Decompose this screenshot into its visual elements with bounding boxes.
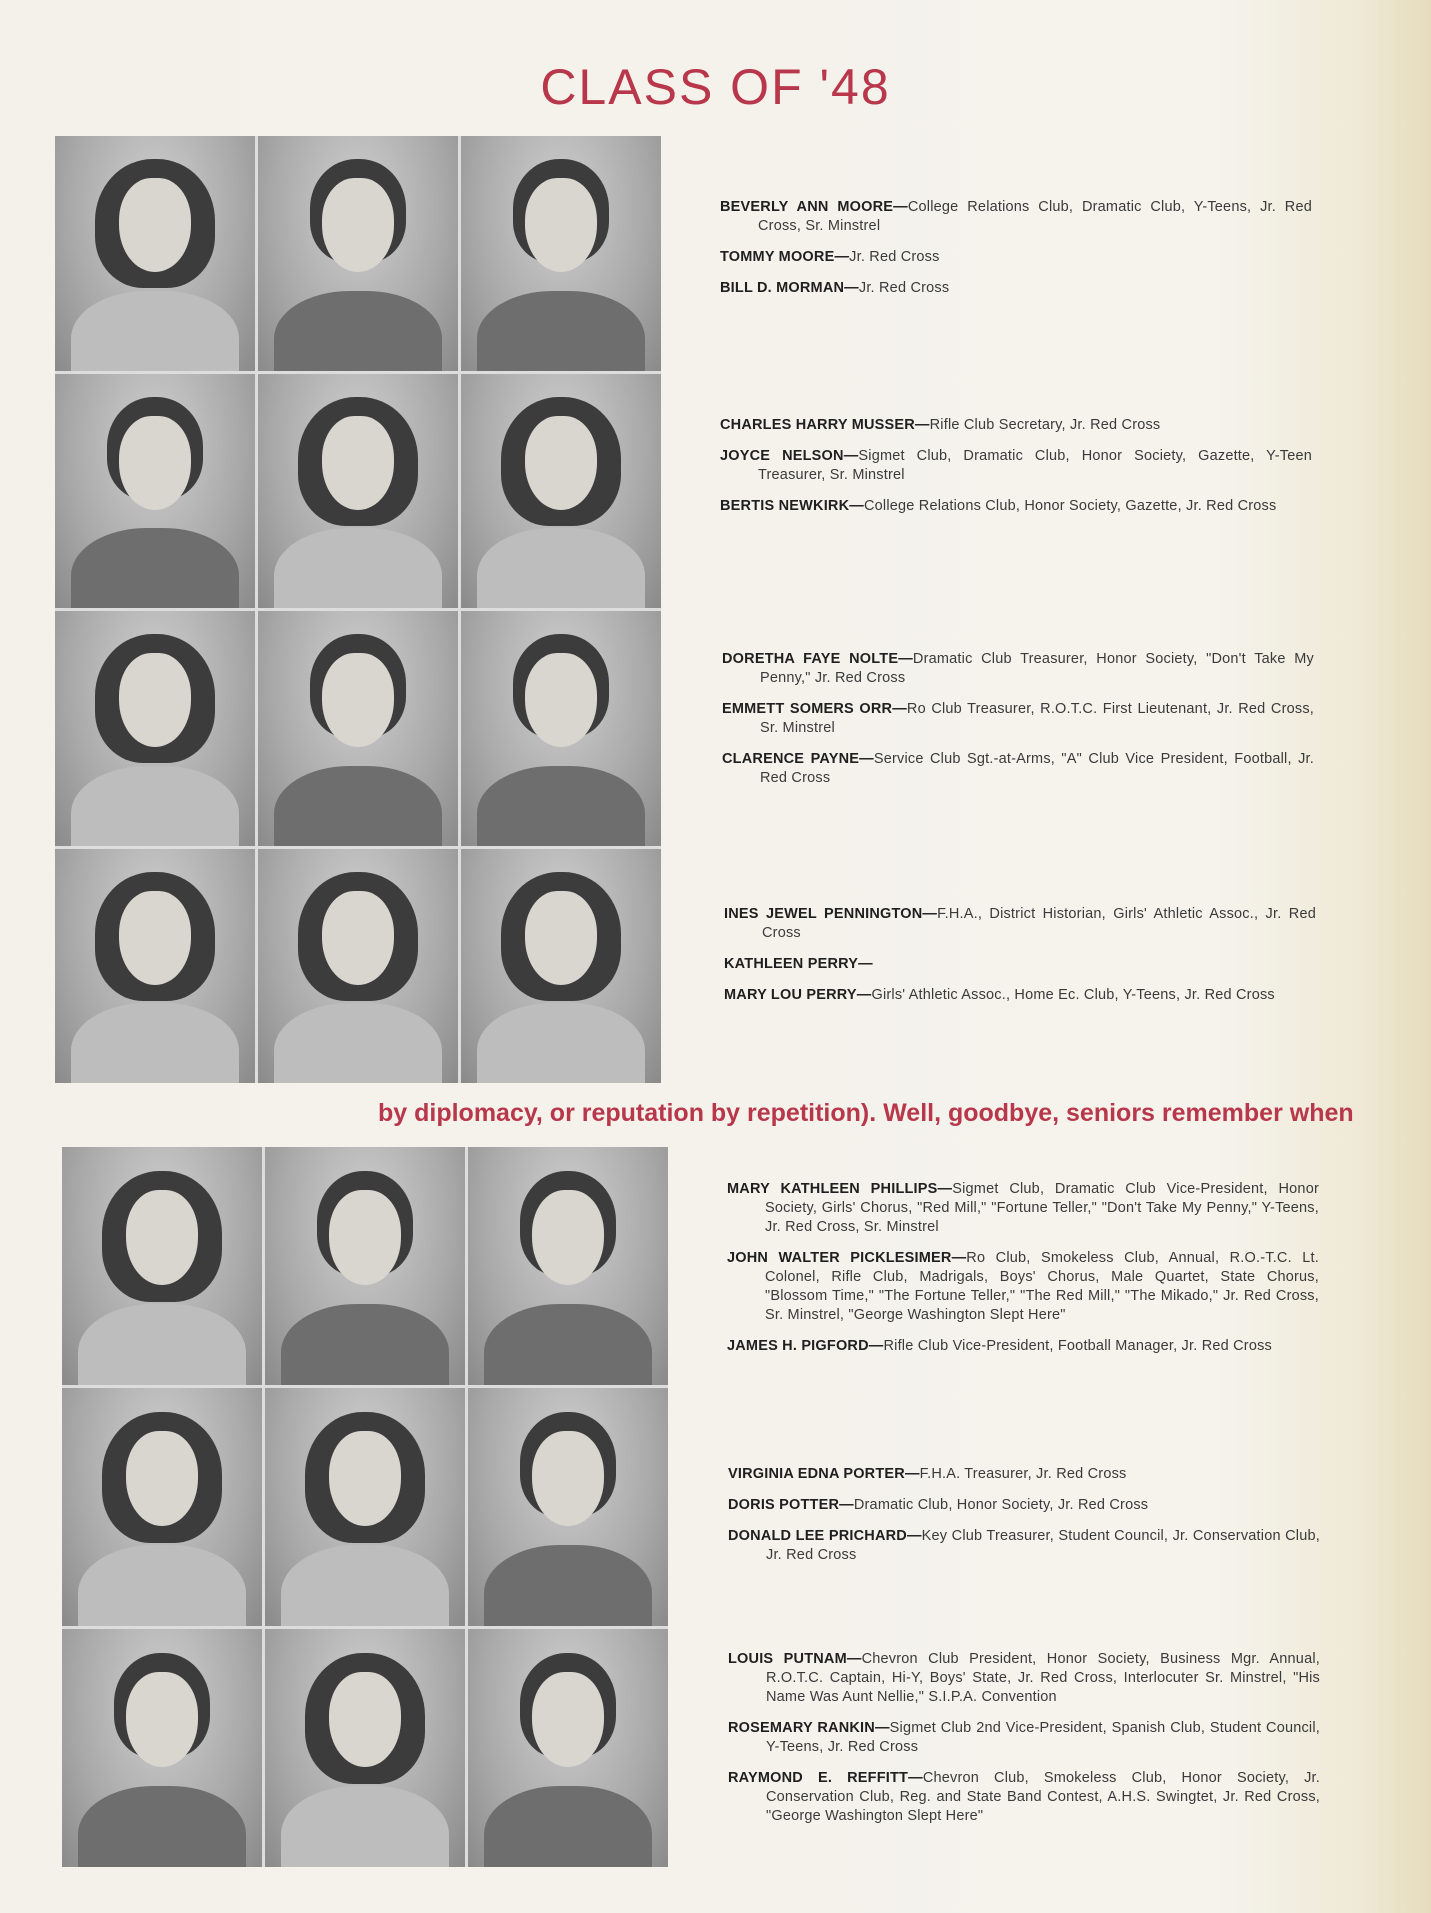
senior-activities: Chevron Club, Smokeless Club, Honor Society, Jr. Conservation Club, Reg. and State Band Contest, A.H.S. Swingtet, Jr. Red Cross, "George Washington Slept Here" (766, 1770, 1320, 1824)
portrait-face (532, 1672, 604, 1767)
portrait-face (532, 1190, 604, 1285)
senior-entry (722, 750, 1314, 788)
running-banner-text: by diplomacy, or reputation by repetition). Well, goodbye, seniors remember when (378, 1099, 1354, 1127)
senior-activities: F.H.A., District Historian, Girls' Athletic Assoc., Jr. Red Cross (762, 906, 1316, 941)
senior-name: RAYMOND E. REFFITT— (728, 1770, 923, 1786)
senior-name: EMMETT SOMERS ORR— (722, 701, 907, 717)
portrait-shoulders (78, 1786, 246, 1867)
senior-activities: Chevron Club President, Honor Society, Business Mgr. Annual, R.O.T.C. Captain, Hi-Y, Boys' State, Jr. Red Cross, Interlocuter Sr. Minstrel, "His Name Was Aunt Nellie," S.I.P.A. Convention (766, 1651, 1320, 1705)
portrait-face (525, 416, 597, 510)
senior-name: CLARENCE PAYNE— (722, 751, 874, 767)
senior-name: JAMES H. PIGFORD— (727, 1338, 884, 1354)
senior-activities: Girls' Athletic Assoc., Home Ec. Club, Y-Teens, Jr. Red Cross (871, 987, 1275, 1003)
senior-entry (728, 1650, 1320, 1707)
senior-activities: College Relations Club, Honor Society, Gazette, Jr. Red Cross (863, 498, 1277, 514)
senior-name: BEVERLY ANN MOORE— (720, 199, 908, 215)
senior-name: LOUIS PUTNAM— (728, 1651, 862, 1667)
portrait-shoulders (71, 766, 239, 846)
portrait-shoulders (477, 1003, 645, 1083)
caption-group-6 (728, 1465, 1320, 1577)
senior-entry (728, 1719, 1320, 1757)
senior-activities: College Relations Club, Dramatic Club, Y-Teens, Jr. Red Cross, Sr. Minstrel (758, 199, 1312, 234)
senior-name: BERTIS NEWKIRK— (720, 498, 864, 514)
senior-activities: Rifle Club Vice-President, Football Manager, Jr. Red Cross (883, 1338, 1272, 1354)
senior-activities: Sigmet Club 2nd Vice-President, Spanish Club, Student Council, Y-Teens, Jr. Red Cross (766, 1720, 1321, 1755)
senior-entry (724, 905, 1316, 943)
senior-activities: Dramatic Club Treasurer, Honor Society, "Don't Take My Penny," Jr. Red Cross (760, 651, 1314, 686)
portrait-face (119, 416, 191, 510)
senior-entry (720, 279, 1312, 298)
senior-name: DONALD LEE PRICHARD— (728, 1528, 922, 1544)
caption-group-4 (724, 905, 1316, 1017)
portrait-photo (265, 1147, 465, 1385)
caption-group-3 (722, 650, 1314, 800)
senior-name: CHARLES HARRY MUSSER— (720, 417, 930, 433)
portrait-shoulders (71, 291, 239, 371)
portrait-photo (55, 374, 255, 609)
page-title: CLASS OF '48 (540, 59, 891, 115)
senior-entry (722, 650, 1314, 688)
portrait-photo (258, 374, 458, 609)
portrait-photo (62, 1388, 262, 1626)
senior-entry (728, 1769, 1320, 1826)
portrait-shoulders (274, 291, 442, 371)
senior-name: VIRGINIA EDNA PORTER— (728, 1466, 920, 1482)
senior-name: INES JEWEL PENNINGTON— (724, 906, 938, 922)
portrait-face (119, 653, 191, 747)
portrait-face (119, 178, 191, 272)
portrait-face (329, 1672, 401, 1767)
portrait-photo (258, 611, 458, 846)
portrait-photo (265, 1388, 465, 1626)
bottom-portrait-grid (62, 1147, 668, 1867)
senior-name: ROSEMARY RANKIN— (728, 1720, 890, 1736)
senior-name: JOHN WALTER PICKLESIMER— (727, 1250, 967, 1266)
portrait-face (525, 891, 597, 985)
senior-entry (720, 447, 1312, 485)
senior-entry (728, 1527, 1320, 1565)
senior-activities: Dramatic Club, Honor Society, Jr. Red Cross (853, 1497, 1149, 1513)
caption-group-5 (727, 1180, 1319, 1368)
portrait-shoulders (281, 1304, 449, 1385)
senior-activities: Key Club Treasurer, Student Council, Jr. Conservation Club, Jr. Red Cross (766, 1528, 1320, 1563)
senior-entry (724, 986, 1316, 1005)
senior-name: DORIS POTTER— (728, 1497, 854, 1513)
senior-name: MARY LOU PERRY— (724, 987, 872, 1003)
senior-activities: Sigmet Club, Dramatic Club, Honor Society, Gazette, Y-Teen Treasurer, Sr. Minstrel (758, 448, 1312, 483)
portrait-shoulders (281, 1545, 449, 1626)
senior-activities: Ro Club Treasurer, R.O.T.C. First Lieutenant, Jr. Red Cross, Sr. Minstrel (760, 701, 1315, 736)
senior-entry (720, 416, 1312, 435)
senior-activities: Sigmet Club, Dramatic Club Vice-President, Honor Society, Girls' Chorus, "Red Mill," "Fortune Teller," "Don't Take My Penny," Y-Teens, Jr. Red Cross, Sr. Minstrel (765, 1181, 1319, 1235)
portrait-photo (461, 611, 661, 846)
top-portrait-grid (55, 136, 661, 1083)
senior-entry (727, 1337, 1319, 1356)
portrait-shoulders (78, 1545, 246, 1626)
portrait-face (525, 178, 597, 272)
senior-entry (720, 198, 1312, 236)
portrait-shoulders (484, 1304, 652, 1385)
portrait-shoulders (477, 528, 645, 608)
senior-name: KATHLEEN PERRY— (724, 956, 873, 972)
portrait-shoulders (484, 1786, 652, 1867)
portrait-photo (258, 136, 458, 371)
portrait-photo (55, 849, 255, 1084)
portrait-face (119, 891, 191, 985)
portrait-face (322, 891, 394, 985)
portrait-shoulders (71, 528, 239, 608)
portrait-shoulders (274, 766, 442, 846)
portrait-photo (55, 136, 255, 371)
portrait-shoulders (78, 1304, 246, 1385)
portrait-face (329, 1431, 401, 1526)
portrait-face (322, 416, 394, 510)
portrait-shoulders (274, 1003, 442, 1083)
senior-entry (724, 955, 1316, 974)
portrait-face (126, 1431, 198, 1526)
portrait-face (322, 178, 394, 272)
senior-name: DORETHA FAYE NOLTE— (722, 651, 913, 667)
senior-name: TOMMY MOORE— (720, 249, 850, 265)
portrait-shoulders (281, 1786, 449, 1867)
caption-group-7 (728, 1650, 1320, 1838)
senior-activities: Jr. Red Cross (849, 249, 940, 265)
senior-activities: Ro Club, Smokeless Club, Annual, R.O.-T.C. Lt. Colonel, Rifle Club, Madrigals, Boys' Chorus, Male Quartet, State Chorus, "Blossom Time," "The Fortune Teller," "The Red Mill," "The Mikado," Jr. Red Cross, Sr. Minstrel, "George Washington Slept Here" (765, 1250, 1319, 1323)
portrait-face (126, 1672, 198, 1767)
portrait-photo (62, 1629, 262, 1867)
senior-activities: Service Club Sgt.-at-Arms, "A" Club Vice President, Football, Jr. Red Cross (760, 751, 1314, 786)
portrait-photo (265, 1629, 465, 1867)
portrait-photo (468, 1147, 668, 1385)
portrait-photo (62, 1147, 262, 1385)
senior-entry (728, 1496, 1320, 1515)
senior-entry (727, 1180, 1319, 1237)
portrait-photo (461, 849, 661, 1084)
senior-entry (720, 248, 1312, 267)
portrait-shoulders (71, 1003, 239, 1083)
portrait-photo (461, 136, 661, 371)
senior-activities: Jr. Red Cross (858, 280, 950, 296)
portrait-shoulders (477, 291, 645, 371)
portrait-photo (55, 611, 255, 846)
senior-entry (720, 497, 1312, 516)
portrait-photo (468, 1629, 668, 1867)
portrait-photo (258, 849, 458, 1084)
portrait-photo (461, 374, 661, 609)
caption-group-2 (720, 416, 1312, 528)
caption-group-1 (720, 198, 1312, 310)
portrait-shoulders (274, 528, 442, 608)
senior-activities: F.H.A. Treasurer, Jr. Red Cross (919, 1466, 1127, 1482)
portrait-face (126, 1190, 198, 1285)
senior-entry (722, 700, 1314, 738)
portrait-photo (468, 1388, 668, 1626)
senior-entry (727, 1249, 1319, 1325)
senior-name: MARY KATHLEEN PHILLIPS— (727, 1181, 953, 1197)
portrait-face (525, 653, 597, 747)
senior-activities: Rifle Club Secretary, Jr. Red Cross (929, 417, 1161, 433)
portrait-face (322, 653, 394, 747)
portrait-face (532, 1431, 604, 1526)
portrait-face (329, 1190, 401, 1285)
portrait-shoulders (484, 1545, 652, 1626)
senior-name: BILL D. MORMAN— (720, 280, 859, 296)
senior-name: JOYCE NELSON— (720, 448, 859, 464)
portrait-shoulders (477, 766, 645, 846)
senior-entry (728, 1465, 1320, 1484)
